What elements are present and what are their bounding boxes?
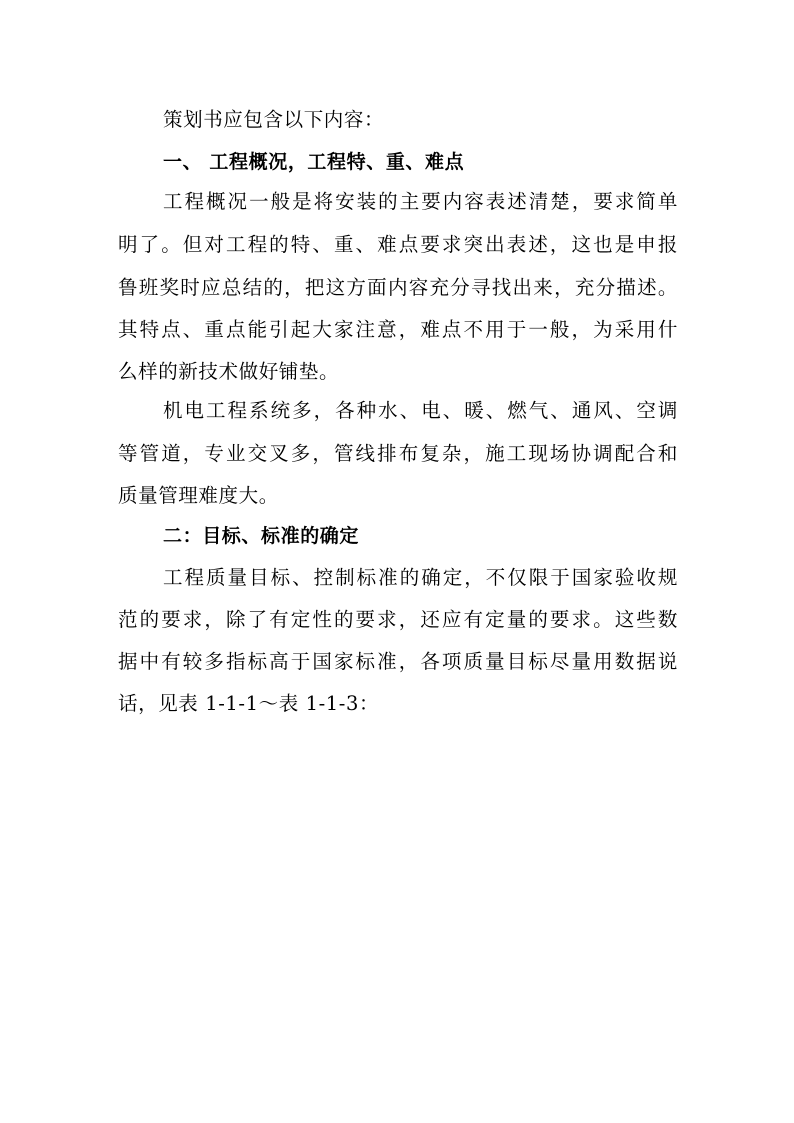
section1-heading: 一、 工程概况，工程特、重、难点 [163,151,465,173]
paragraph-line: 其特点、重点能引起大家注意，难点不用于一般，为采用什 [118,318,678,341]
paragraph-line: 机电工程系统多，各种水、电、暖、燃气、通风、空调 [163,399,678,422]
paragraph-line: 工程概况一般是将安装的主要内容表述清楚，要求简单 [163,190,678,213]
paragraph-line: 鲁班奖时应总结的，把这方面内容充分寻找出来，充分描述。 [118,276,678,299]
intro-text: 策划书应包含以下内容： [163,108,385,131]
paragraph-line: 据中有较多指标高于国家标准，各项质量目标尽量用数据说 [118,650,678,673]
paragraph-line: 工程质量目标、控制标准的确定，不仅限于国家验收规 [163,566,678,589]
paragraph-line: 范的要求，除了有定性的要求，还应有定量的要求。这些数 [118,608,678,631]
section2-heading: 二：目标、标准的确定 [163,525,360,547]
paragraph-line: 明了。但对工程的特、重、难点要求突出表述，这也是申报 [118,233,678,256]
paragraph-line: 质量管理难度大。 [118,484,279,507]
paragraph-line: 么样的新技术做好铺垫。 [118,360,340,383]
paragraph-line: 等管道，专业交叉多，管线排布复杂，施工现场协调配合和 [118,442,678,465]
paragraph-line: 话，见表 1-1-1～表 1-1-3： [118,692,380,715]
